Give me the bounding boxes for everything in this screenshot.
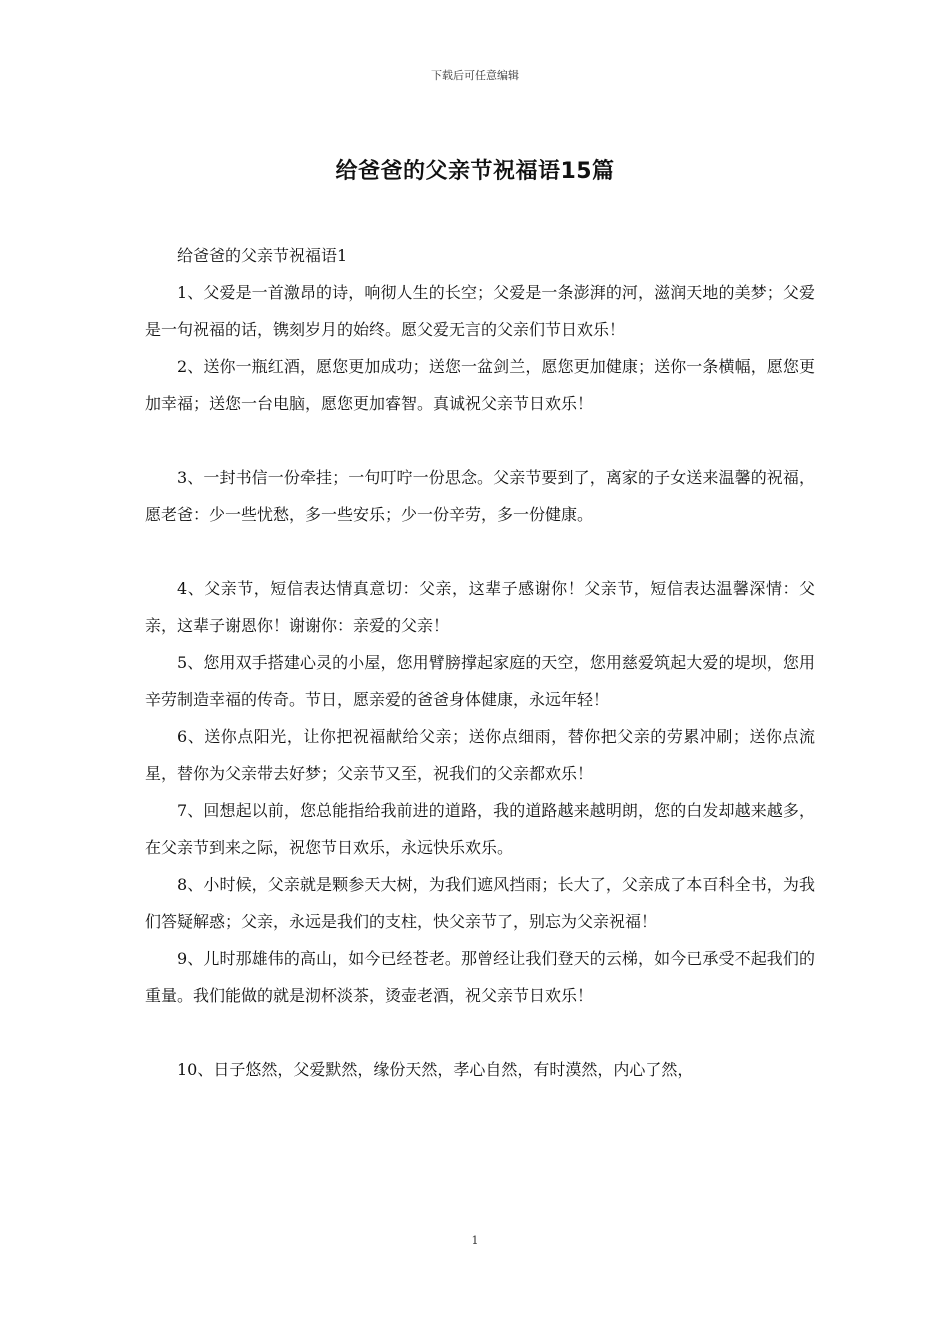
page-header: 下载后可任意编辑 — [431, 69, 519, 82]
document-body — [145, 237, 815, 1088]
paragraph-9: 9、儿时那雄伟的高山，如今已经苍老。那曾经让我们登天的云梯，如今已承受不起我们的重量。我们能做的就是沏杯淡茶，烫壶老酒，祝父亲节日欢乐！ — [145, 949, 815, 1005]
paragraph-7: 7、回想起以前，您总能指给我前进的道路，我的道路越来越明朗，您的白发却越来越多，在父亲节到来之际，祝您节日欢乐，永远快乐欢乐。 — [145, 801, 815, 857]
blank-line — [145, 1014, 815, 1051]
section-subtitle: 给爸爸的父亲节祝福语1 — [177, 246, 348, 265]
paragraph-8: 8、小时候，父亲就是颗参天大树，为我们遮风挡雨；长大了，父亲成了本百科全书，为我们答疑解惑；父亲，永远是我们的支柱，快父亲节了，别忘为父亲祝福！ — [145, 875, 815, 931]
page-number: 1 — [471, 1234, 479, 1247]
blank-line — [145, 422, 815, 459]
paragraph-1: 1、父爱是一首激昂的诗，响彻人生的长空；父爱是一条澎湃的河，滋润天地的美梦；父爱是一句祝福的话，镌刻岁月的始终。愿父爱无言的父亲们节日欢乐！ — [145, 283, 815, 339]
paragraph-5: 5、您用双手搭建心灵的小屋，您用臂膀撑起家庭的天空，您用慈爱筑起大爱的堤坝，您用辛劳制造幸福的传奇。节日，愿亲爱的爸爸身体健康，永远年轻！ — [145, 653, 815, 709]
paragraph-4: 4、父亲节，短信表达情真意切：父亲，这辈子感谢你！父亲节，短信表达温馨深情：父亲，这辈子谢恩你！谢谢你：亲爱的父亲！ — [145, 579, 815, 635]
paragraph-3: 3、一封书信一份牵挂；一句叮咛一份思念。父亲节要到了，离家的子女送来温馨的祝福，愿老爸：少一些忧愁，多一些安乐；少一份辛劳，多一份健康。 — [145, 468, 815, 524]
paragraph-10: 10、日子悠然，父爱默然，缘份天然，孝心自然，有时漠然，内心了然， — [177, 1060, 694, 1079]
paragraph-2: 2、送你一瓶红酒，愿您更加成功；送您一盆剑兰，愿您更加健康；送你一条横幅，愿您更加幸福；送您一台电脑，愿您更加睿智。真诚祝父亲节日欢乐！ — [145, 357, 815, 413]
paragraph-6: 6、送你点阳光，让你把祝福献给父亲；送你点细雨，替你把父亲的劳累冲刷；送你点流星，替你为父亲带去好梦；父亲节又至，祝我们的父亲都欢乐！ — [145, 727, 815, 783]
document-title: 给爸爸的父亲节祝福语15篇 — [335, 159, 615, 184]
blank-line — [145, 533, 815, 570]
